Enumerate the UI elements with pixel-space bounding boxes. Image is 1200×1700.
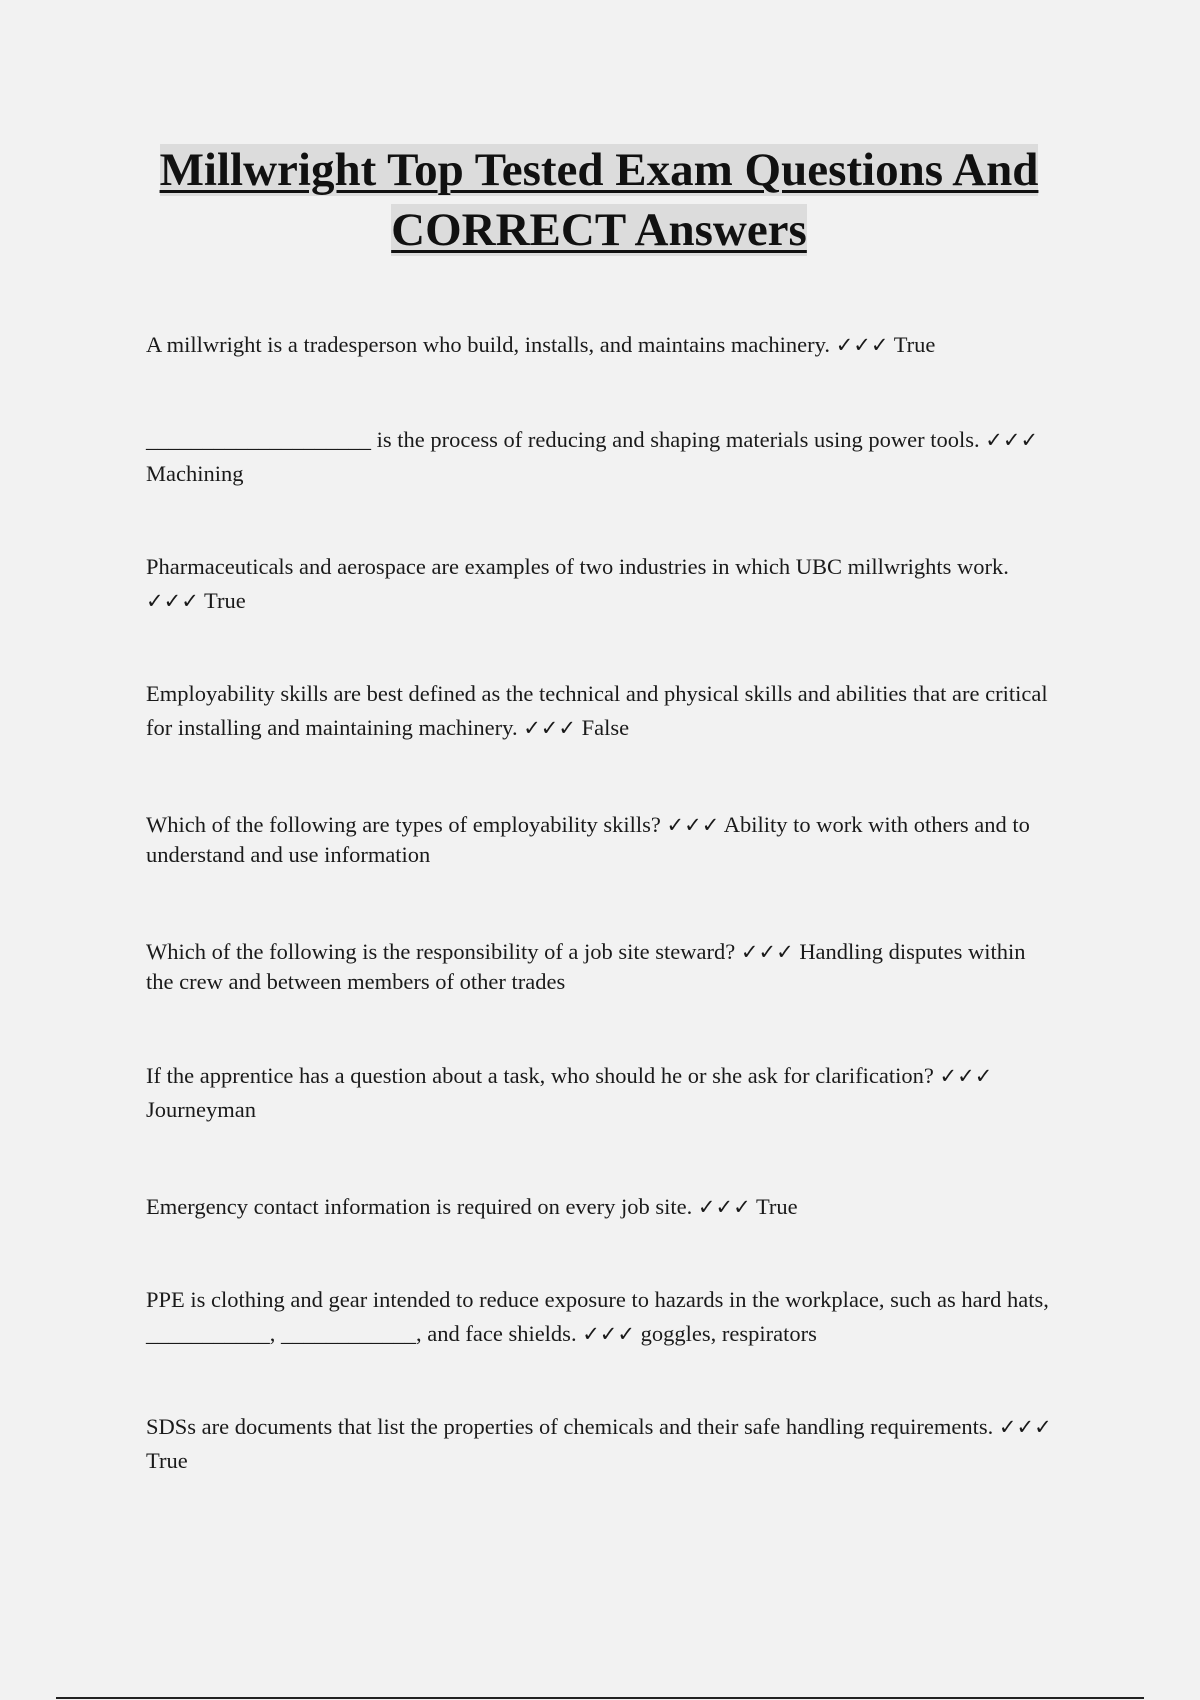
checkmark-icon: ✓✓✓ <box>998 1415 1052 1439</box>
checkmark-icon: ✓✓✓ <box>666 813 720 837</box>
footer-divider <box>56 1697 1144 1699</box>
qa-item <box>146 1059 1056 1127</box>
question-text: ____________________ is the process of reducing and shaping materials using power tools. <box>146 427 980 452</box>
qa-item <box>146 810 1056 870</box>
answer-text: True <box>204 588 246 613</box>
question-text: A millwright is a tradesperson who build, installs, and maintains machinery. <box>146 332 831 357</box>
qa-item <box>146 677 1056 745</box>
page-title: Millwright Top Tested Exam Questions And CORRECT Answers <box>159 144 1039 256</box>
answer-text: True <box>755 1194 798 1219</box>
qa-item <box>146 1190 1056 1224</box>
answer-text: True <box>146 1448 188 1473</box>
question-text: If the apprentice has a question about a task, who should he or she ask for clarification? <box>146 1063 934 1088</box>
qa-item <box>146 1410 1056 1478</box>
answer-text: goggles, respirators <box>640 1321 817 1346</box>
checkmark-icon: ✓✓✓ <box>985 428 1039 452</box>
checkmark-icon: ✓✓✓ <box>582 1322 635 1346</box>
checkmark-icon: ✓✓✓ <box>740 940 794 964</box>
answer-text: False <box>581 715 630 740</box>
question-text: Emergency contact information is required on every job site. <box>146 1194 693 1219</box>
checkmark-icon: ✓✓✓ <box>697 1195 751 1219</box>
question-text: Pharmaceuticals and aerospace are examples of two industries in which UBC millwrights work. <box>146 554 1009 579</box>
question-text: Which of the following is the responsibility of a job site steward? <box>146 939 736 964</box>
qa-item <box>146 937 1056 997</box>
qa-item <box>146 550 1056 618</box>
answer-text: True <box>893 332 936 357</box>
question-text: Employability skills are best defined as the technical and physical skills and abilities that are critical for installing and maintaining machinery. <box>146 681 1048 740</box>
answer-text: Journeyman <box>146 1097 256 1122</box>
qa-item <box>146 423 1056 491</box>
checkmark-icon: ✓✓✓ <box>835 333 889 357</box>
qa-item <box>146 328 1056 362</box>
checkmark-icon: ✓✓✓ <box>523 716 576 740</box>
checkmark-icon: ✓✓✓ <box>146 589 199 613</box>
title-block <box>146 140 1052 260</box>
answer-text: Machining <box>146 461 244 486</box>
answer-text: Ability to work with others and to understand and use information <box>146 812 1030 867</box>
question-text: PPE is clothing and gear intended to reduce exposure to hazards in the workplace, such as hard hats, ___________, ____________, and face shields. <box>146 1287 1049 1346</box>
question-text: SDSs are documents that list the properties of chemicals and their safe handling requirements. <box>146 1414 994 1439</box>
qa-item <box>146 1283 1056 1351</box>
answer-text: Handling disputes within the crew and between members of other trades <box>146 939 1026 994</box>
checkmark-icon: ✓✓✓ <box>939 1064 993 1088</box>
question-text: Which of the following are types of employability skills? <box>146 812 661 837</box>
